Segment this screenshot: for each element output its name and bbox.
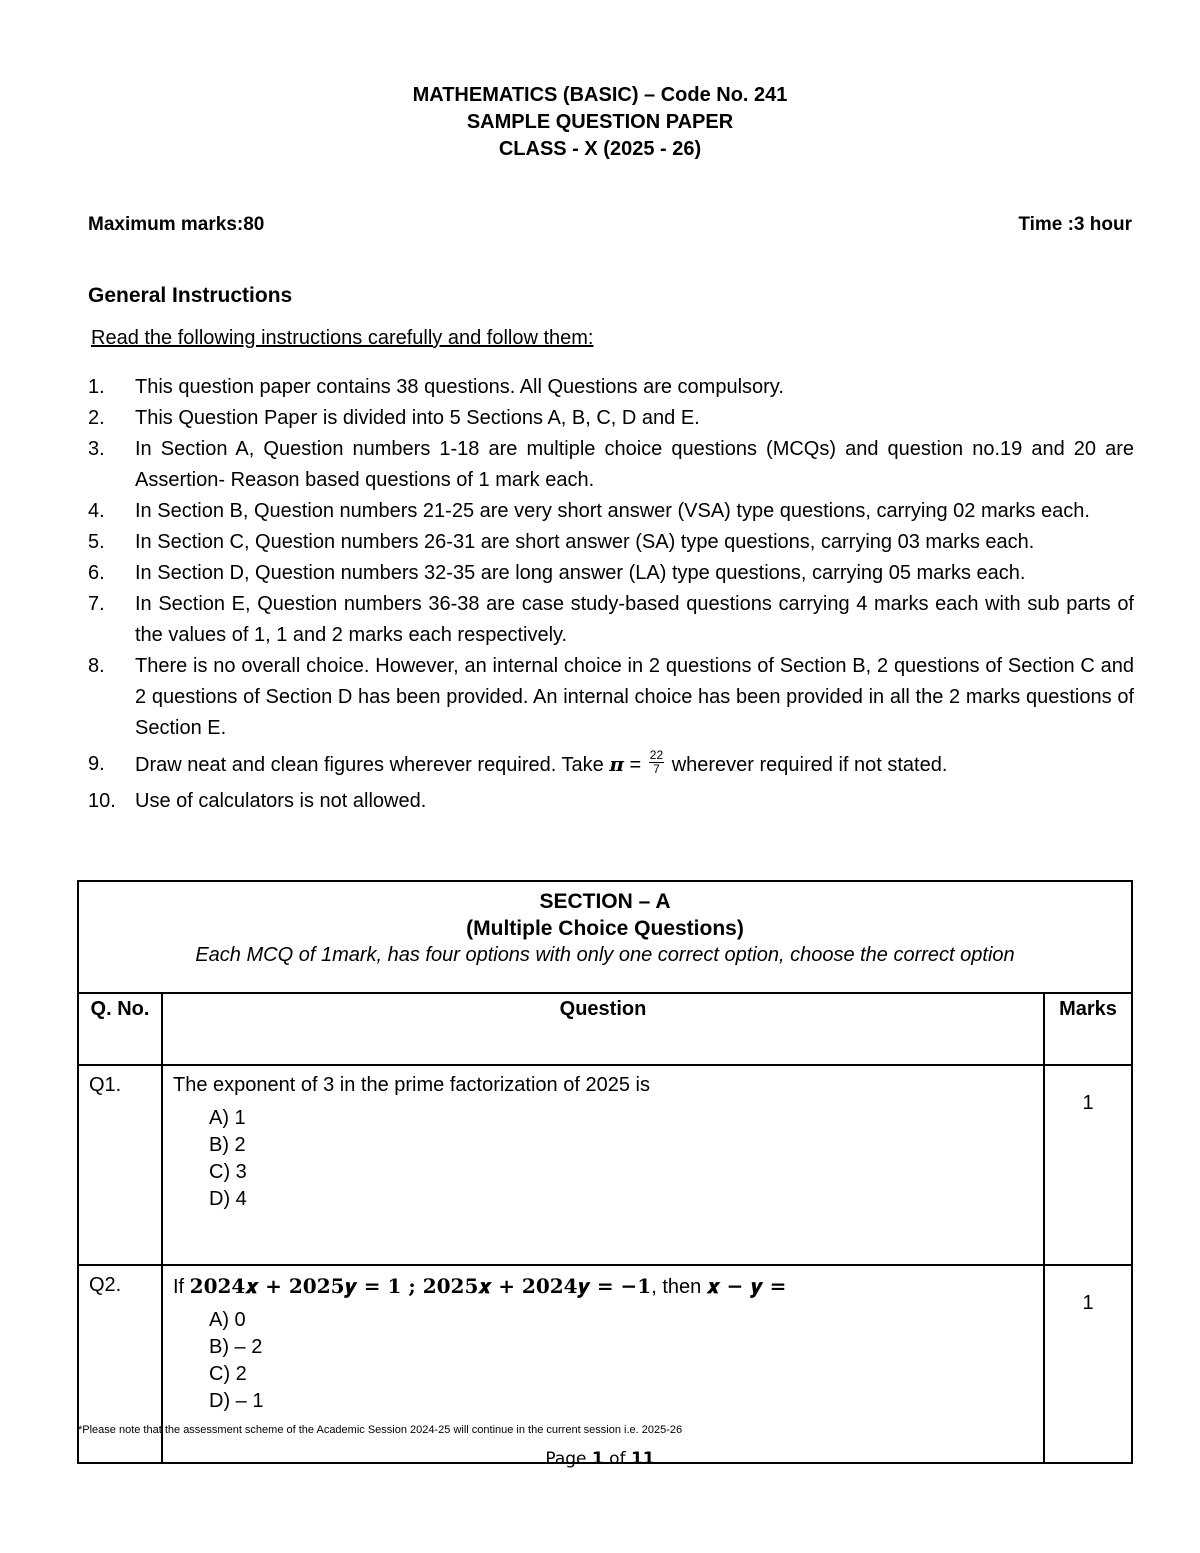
- instruction-item: [88, 496, 1134, 527]
- instruction-text: In Section B, Question numbers 21-25 are very short answer (VSA) type questions, carrying 02 marks each.: [135, 500, 1090, 522]
- option-c: C) 3: [209, 1161, 247, 1183]
- instruction-item: [88, 527, 1134, 558]
- fraction-denominator: 7: [653, 762, 660, 777]
- general-instructions-subtitle: Read the following instructions carefully and follow them:: [91, 327, 594, 349]
- equals-sign: =: [623, 754, 647, 776]
- fraction-numerator: 22: [649, 748, 664, 763]
- instruction-text: In Section D, Question numbers 32-35 are long answer (LA) type questions, carrying 05 marks each.: [135, 562, 1026, 584]
- instruction-text: In Section C, Question numbers 26-31 are short answer (SA) type questions, carrying 03 marks each.: [135, 531, 1035, 553]
- equation-2: 2025𝒙 + 2024𝒚 = −𝟏: [422, 1274, 652, 1298]
- equation-separator: ;: [401, 1274, 423, 1298]
- question-number: Q2.: [78, 1265, 162, 1463]
- section-note: Each MCQ of 1mark, has four options with only one correct option, choose the correct option: [195, 944, 1015, 966]
- paper-header: [0, 82, 1200, 163]
- options-list: [209, 1307, 1043, 1415]
- options-list: [209, 1105, 1043, 1213]
- instruction-number: 9.: [88, 753, 105, 775]
- instruction-item: [88, 434, 1134, 496]
- instruction-number: 6.: [88, 562, 105, 584]
- question-prefix: If: [173, 1276, 190, 1298]
- general-instructions-title: General Instructions: [88, 284, 293, 307]
- question-text: [173, 1274, 1043, 1299]
- option-a: A) 0: [209, 1309, 246, 1331]
- table-row: [78, 1065, 1132, 1265]
- option-b: B) 2: [209, 1134, 246, 1156]
- instruction-item: [88, 558, 1134, 589]
- page-number: [0, 1449, 1200, 1469]
- instruction-text-after: wherever required if not stated.: [666, 754, 948, 776]
- equation-3: 𝒙 − 𝒚 =: [706, 1274, 787, 1298]
- page-word: Page: [545, 1449, 592, 1469]
- instruction-number: 3.: [88, 438, 105, 460]
- instruction-text: Draw neat and clean figures wherever required. Take: [135, 754, 610, 776]
- option-d: D) 4: [209, 1188, 247, 1210]
- instruction-item: [88, 589, 1134, 651]
- section-subtitle: (Multiple Choice Questions): [466, 917, 744, 940]
- column-header-qno: Q. No.: [78, 993, 162, 1065]
- subject-title: MATHEMATICS (BASIC) – Code No. 241: [412, 84, 788, 106]
- page-current: 1: [591, 1449, 604, 1469]
- instruction-text: Use of calculators is not allowed.: [135, 790, 427, 812]
- instruction-text: This Question Paper is divided into 5 Sections A, B, C, D and E.: [135, 407, 700, 429]
- time-allowed: Time :3 hour: [1018, 214, 1132, 235]
- instruction-number: 8.: [88, 655, 105, 677]
- instruction-number: 1.: [88, 376, 105, 398]
- instruction-number: 2.: [88, 407, 105, 429]
- instruction-text: In Section E, Question numbers 36-38 are case study-based questions carrying 4 marks each with sub parts of the values of 1, 1 and 2 marks each respectively.: [135, 593, 1134, 646]
- instruction-item: [88, 786, 1134, 817]
- paper-type: SAMPLE QUESTION PAPER: [466, 111, 734, 133]
- instruction-item: [88, 372, 1134, 403]
- section-a-header: [78, 881, 1132, 993]
- column-header-marks: Marks: [1044, 993, 1132, 1065]
- footnote: *Please note that the assessment scheme of the Academic Session 2024-25 will continue in the current session i.e. 2025-26: [78, 1424, 683, 1436]
- option-c: C) 2: [209, 1363, 247, 1385]
- instruction-text: There is no overall choice. However, an internal choice in 2 questions of Section B, 2 questions of Section C and 2 questions of Section D has been provided. An internal choice has been provided in all the 2 marks questions of Section E.: [135, 655, 1134, 739]
- option-a: A) 1: [209, 1107, 246, 1129]
- question-marks: 1: [1044, 1065, 1132, 1265]
- question-mid: , then: [651, 1276, 707, 1298]
- instruction-item: [88, 403, 1134, 434]
- instruction-number: 10.: [88, 790, 116, 812]
- option-d: D) – 1: [209, 1390, 264, 1412]
- instruction-number: 7.: [88, 593, 105, 615]
- question-number: Q1.: [78, 1065, 162, 1265]
- question-text: The exponent of 3 in the prime factorization of 2025 is: [173, 1074, 650, 1096]
- pi-symbol: π: [609, 752, 624, 776]
- instruction-number: 4.: [88, 500, 105, 522]
- class-session: CLASS - X (2025 - 26): [498, 138, 702, 160]
- maximum-marks: Maximum marks:80: [88, 214, 265, 235]
- instruction-item: [88, 651, 1134, 744]
- instruction-number: 5.: [88, 531, 105, 553]
- page-total: 11: [630, 1449, 655, 1469]
- instruction-text: In Section A, Question numbers 1-18 are multiple choice questions (MCQs) and question no.19 and 20 are Assertion- Reason based questions of 1 mark each.: [135, 438, 1134, 491]
- section-a-table: [77, 880, 1133, 1464]
- option-b: B) – 2: [209, 1336, 263, 1358]
- table-header-row: [78, 993, 1132, 1065]
- instruction-text: This question paper contains 38 questions. All Questions are compulsory.: [135, 376, 784, 398]
- equation-1: 2024𝒙 + 2025𝒚 = 𝟏: [189, 1274, 402, 1298]
- question-cell: [162, 1065, 1044, 1265]
- instructions-list: [88, 372, 1134, 817]
- page-of: of: [603, 1449, 631, 1469]
- question-marks: 1: [1044, 1265, 1132, 1463]
- pi-fraction: [649, 749, 664, 776]
- column-header-question: Question: [162, 993, 1044, 1065]
- instruction-item: [88, 749, 1134, 781]
- section-title: SECTION – A: [539, 890, 671, 913]
